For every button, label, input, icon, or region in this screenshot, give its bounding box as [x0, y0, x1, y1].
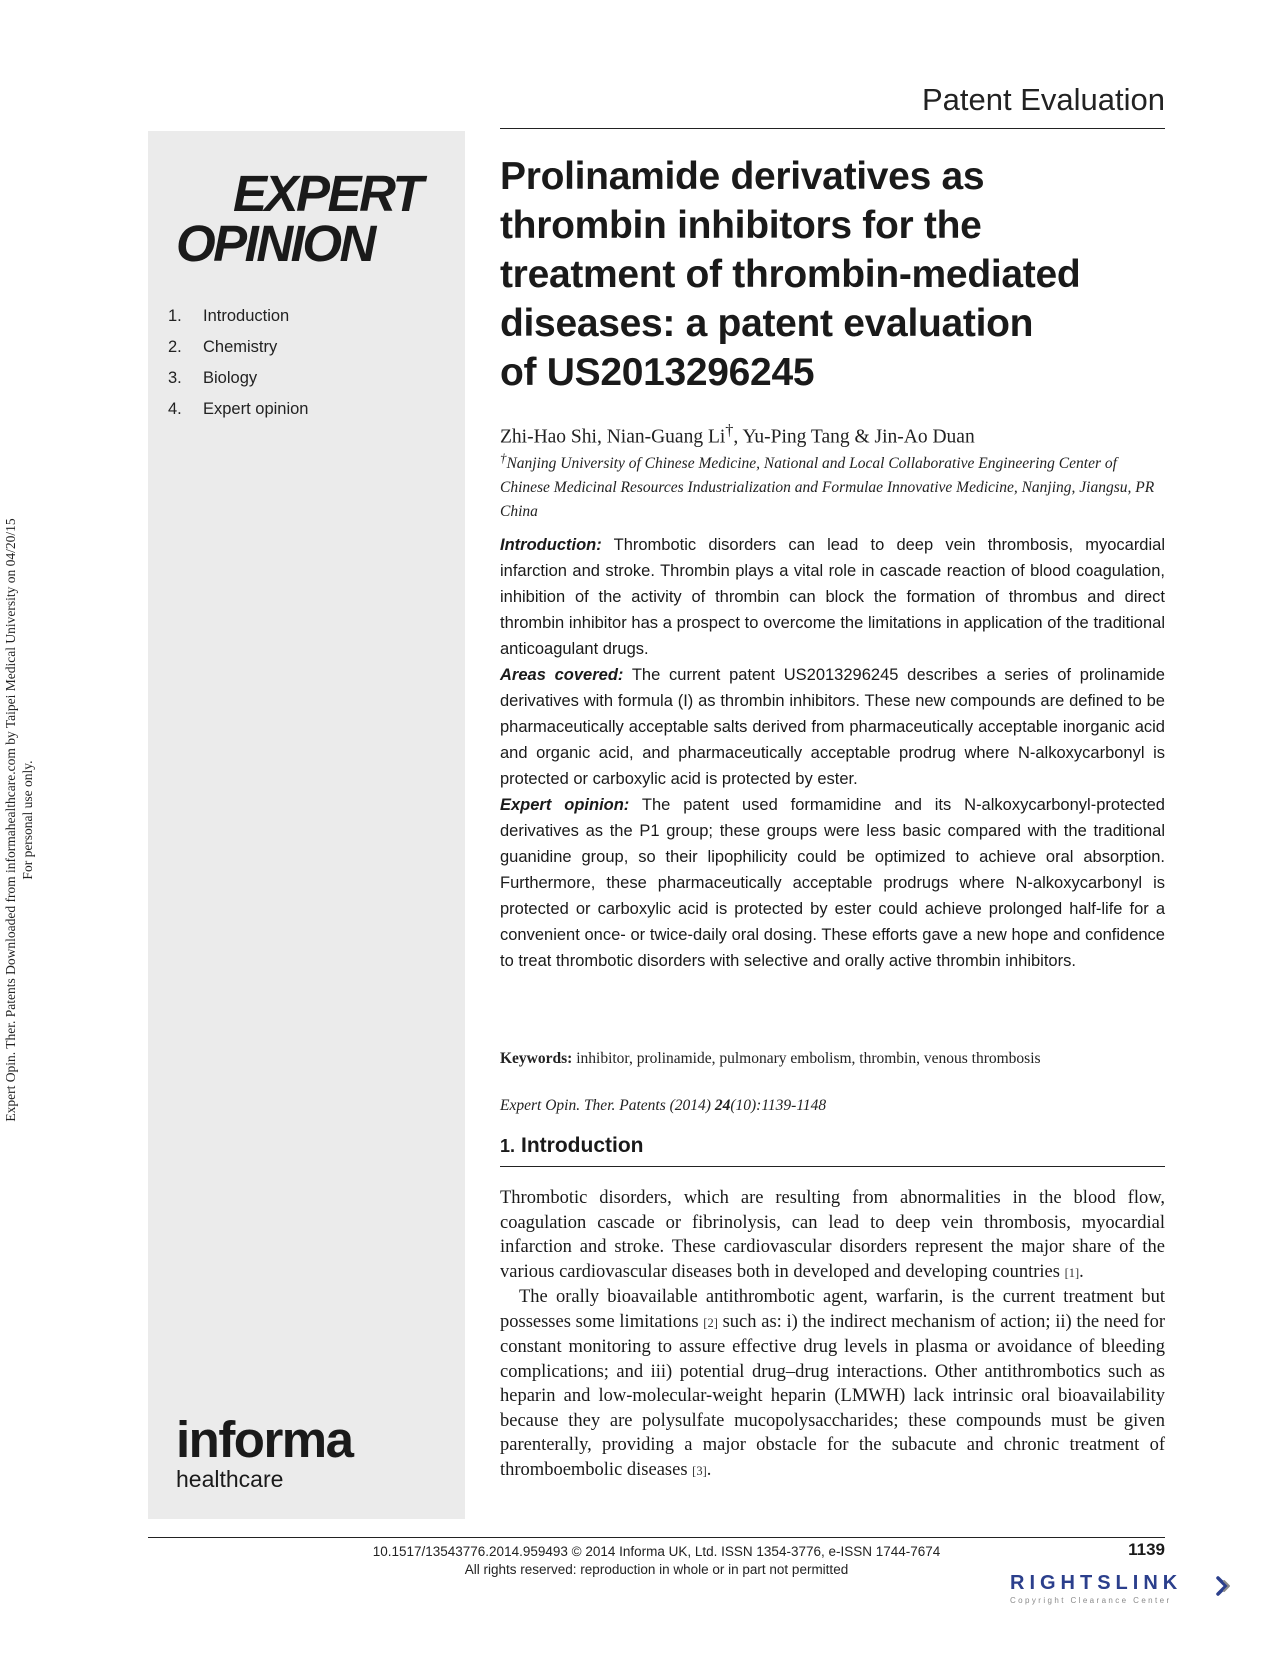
watermark-line-2: For personal use only. — [20, 760, 35, 880]
journal-citation: Expert Opin. Ther. Patents (2014) 24(10):1139-1148 — [500, 1097, 827, 1114]
rightslink-arrow-icon — [1210, 1574, 1234, 1598]
header-rule — [500, 128, 1165, 129]
section-label: Patent Evaluation — [921, 82, 1165, 117]
footer-rule — [148, 1537, 1165, 1538]
rightslink-badge[interactable] — [1010, 1572, 1244, 1608]
footer-rights: All rights reserved: reproduction in whole or in part not permitted — [464, 1562, 849, 1577]
keywords: Keywords: inhibitor, prolinamide, pulmonary embolism, thrombin, venous thrombosis — [500, 1050, 1041, 1067]
reference-link[interactable]: [3] — [692, 1463, 707, 1478]
toc-item-chemistry[interactable]: 2. Chemistry — [168, 338, 278, 356]
toc-item-expert-opinion[interactable]: 4. Expert opinion — [168, 400, 309, 418]
author-footnote-mark: † — [725, 421, 734, 439]
abstract-expert-opinion: Expert opinion: The patent used formamidine and its N-alkoxycarbonyl-protected derivatives as the P1 group; these groups were less basic compared with the traditional guanidine group, so their lipophilicity could be optimized to achieve oral absorption. Furthermore, these pharmaceutically acceptable prodrugs where N-alkoxycarbonyl is protected or carboxylic acid is protected by ester could achieve prolonged half-life for a convenient once- or twice-daily oral dosing. These efforts gave a new hope and confidence to treat thrombotic disorders with selective and orally active thrombin inhibitors. — [500, 796, 1165, 970]
affiliation: †Nanjing University of Chinese Medicine, National and Local Collaborative Engineering Center of Chinese Medicinal Resources Industrialization and Formulae Innovative Medicine, Nanjing, Jiangsu, PR China — [500, 450, 1155, 521]
expert-opinion-logo: EXPERT OPINION — [176, 165, 422, 272]
toc-item-biology[interactable]: 3. Biology — [168, 369, 258, 387]
reference-link[interactable]: [2] — [703, 1315, 718, 1330]
rightslink-text: RIGHTSLINK — [1010, 1572, 1183, 1594]
abstract-areas-covered: Areas covered: The current patent US2013296245 describes a series of prolinamide derivatives with formula (I) as thrombin inhibitors. These new compounds are defined to be pharmaceutically acceptable salts derived from pharmaceutically acceptable inorganic acid and organic acid, and pharmaceutically acceptable prodrug where N-alkoxycarbonyl is protected or carboxylic acid is protected by ester. — [500, 666, 1165, 788]
reference-link[interactable]: [1] — [1064, 1265, 1080, 1280]
article-title: Prolinamide derivatives as thrombin inhibitors for the treatment of thrombin-mediated diseases: a patent evaluation of US2013296245 — [500, 155, 1081, 394]
toc-item-introduction[interactable]: 1. Introduction — [168, 307, 290, 325]
sidebar — [148, 131, 465, 1519]
rightslink-subtitle: Copyright Clearance Center — [1010, 1596, 1172, 1605]
abstract — [500, 532, 1165, 974]
section-heading-introduction: 1. Introduction — [500, 1134, 644, 1157]
section-rule — [500, 1166, 1165, 1167]
table-of-contents — [168, 301, 309, 425]
paragraph: Thrombotic disorders, which are resulting from abnormalities in the blood flow, coagulation cascade or fibrinolysis, can lead to deep vein thrombosis, myocardial infarction and stroke. These cardiovascular disorders represent the major share of the various cardiovascular diseases both in developed and developing countries [1]. — [500, 1188, 1165, 1282]
paragraph: The orally bioavailable antithrombotic agent, warfarin, is the current treatment but possesses some limitations [2] such as: i) the indirect mechanism of action; ii) the need for constant monitoring to assure effective drug levels in plasma or avoidance of bleeding complications; and iii) potential drug–drug interactions. Other antithrombotics such as heparin and low-molecular-weight heparin (LMWH) lack intrinsic oral bioavailability because they are polysulfate mucopolysaccharides; these compounds must be given parenterally, providing a major obstacle for the subacute and chronic treatment of thromboembolic diseases [3]. — [500, 1287, 1165, 1480]
page-number: 1139 — [1128, 1540, 1165, 1559]
abstract-introduction: Introduction: Thrombotic disorders can lead to deep vein thrombosis, myocardial infarction and stroke. Thrombin plays a vital role in cascade reaction of blood coagulation, inhibition of the activity of thrombin can block the formation of thrombus and direct thrombin inhibitor has a prospect to overcome the limitations in application of the traditional anticoagulant drugs. — [500, 536, 1165, 658]
download-watermark — [2, 450, 36, 1190]
watermark-line-1: Expert Opin. Ther. Patents Downloaded from informahealthcare.com by Taipei Medical University on 04/20/15 — [3, 518, 18, 1122]
introduction-body — [500, 1186, 1165, 1483]
informa-healthcare-logo: informa healthcare — [176, 1411, 353, 1492]
footer-doi-copyright: 10.1517/13543776.2014.959493 © 2014 Informa UK, Ltd. ISSN 1354-3776, e-ISSN 1744-7674 — [372, 1544, 941, 1559]
author-list: Zhi-Hao Shi, Nian-Guang Li†, Yu-Ping Tang & Jin-Ao Duan — [500, 421, 975, 448]
